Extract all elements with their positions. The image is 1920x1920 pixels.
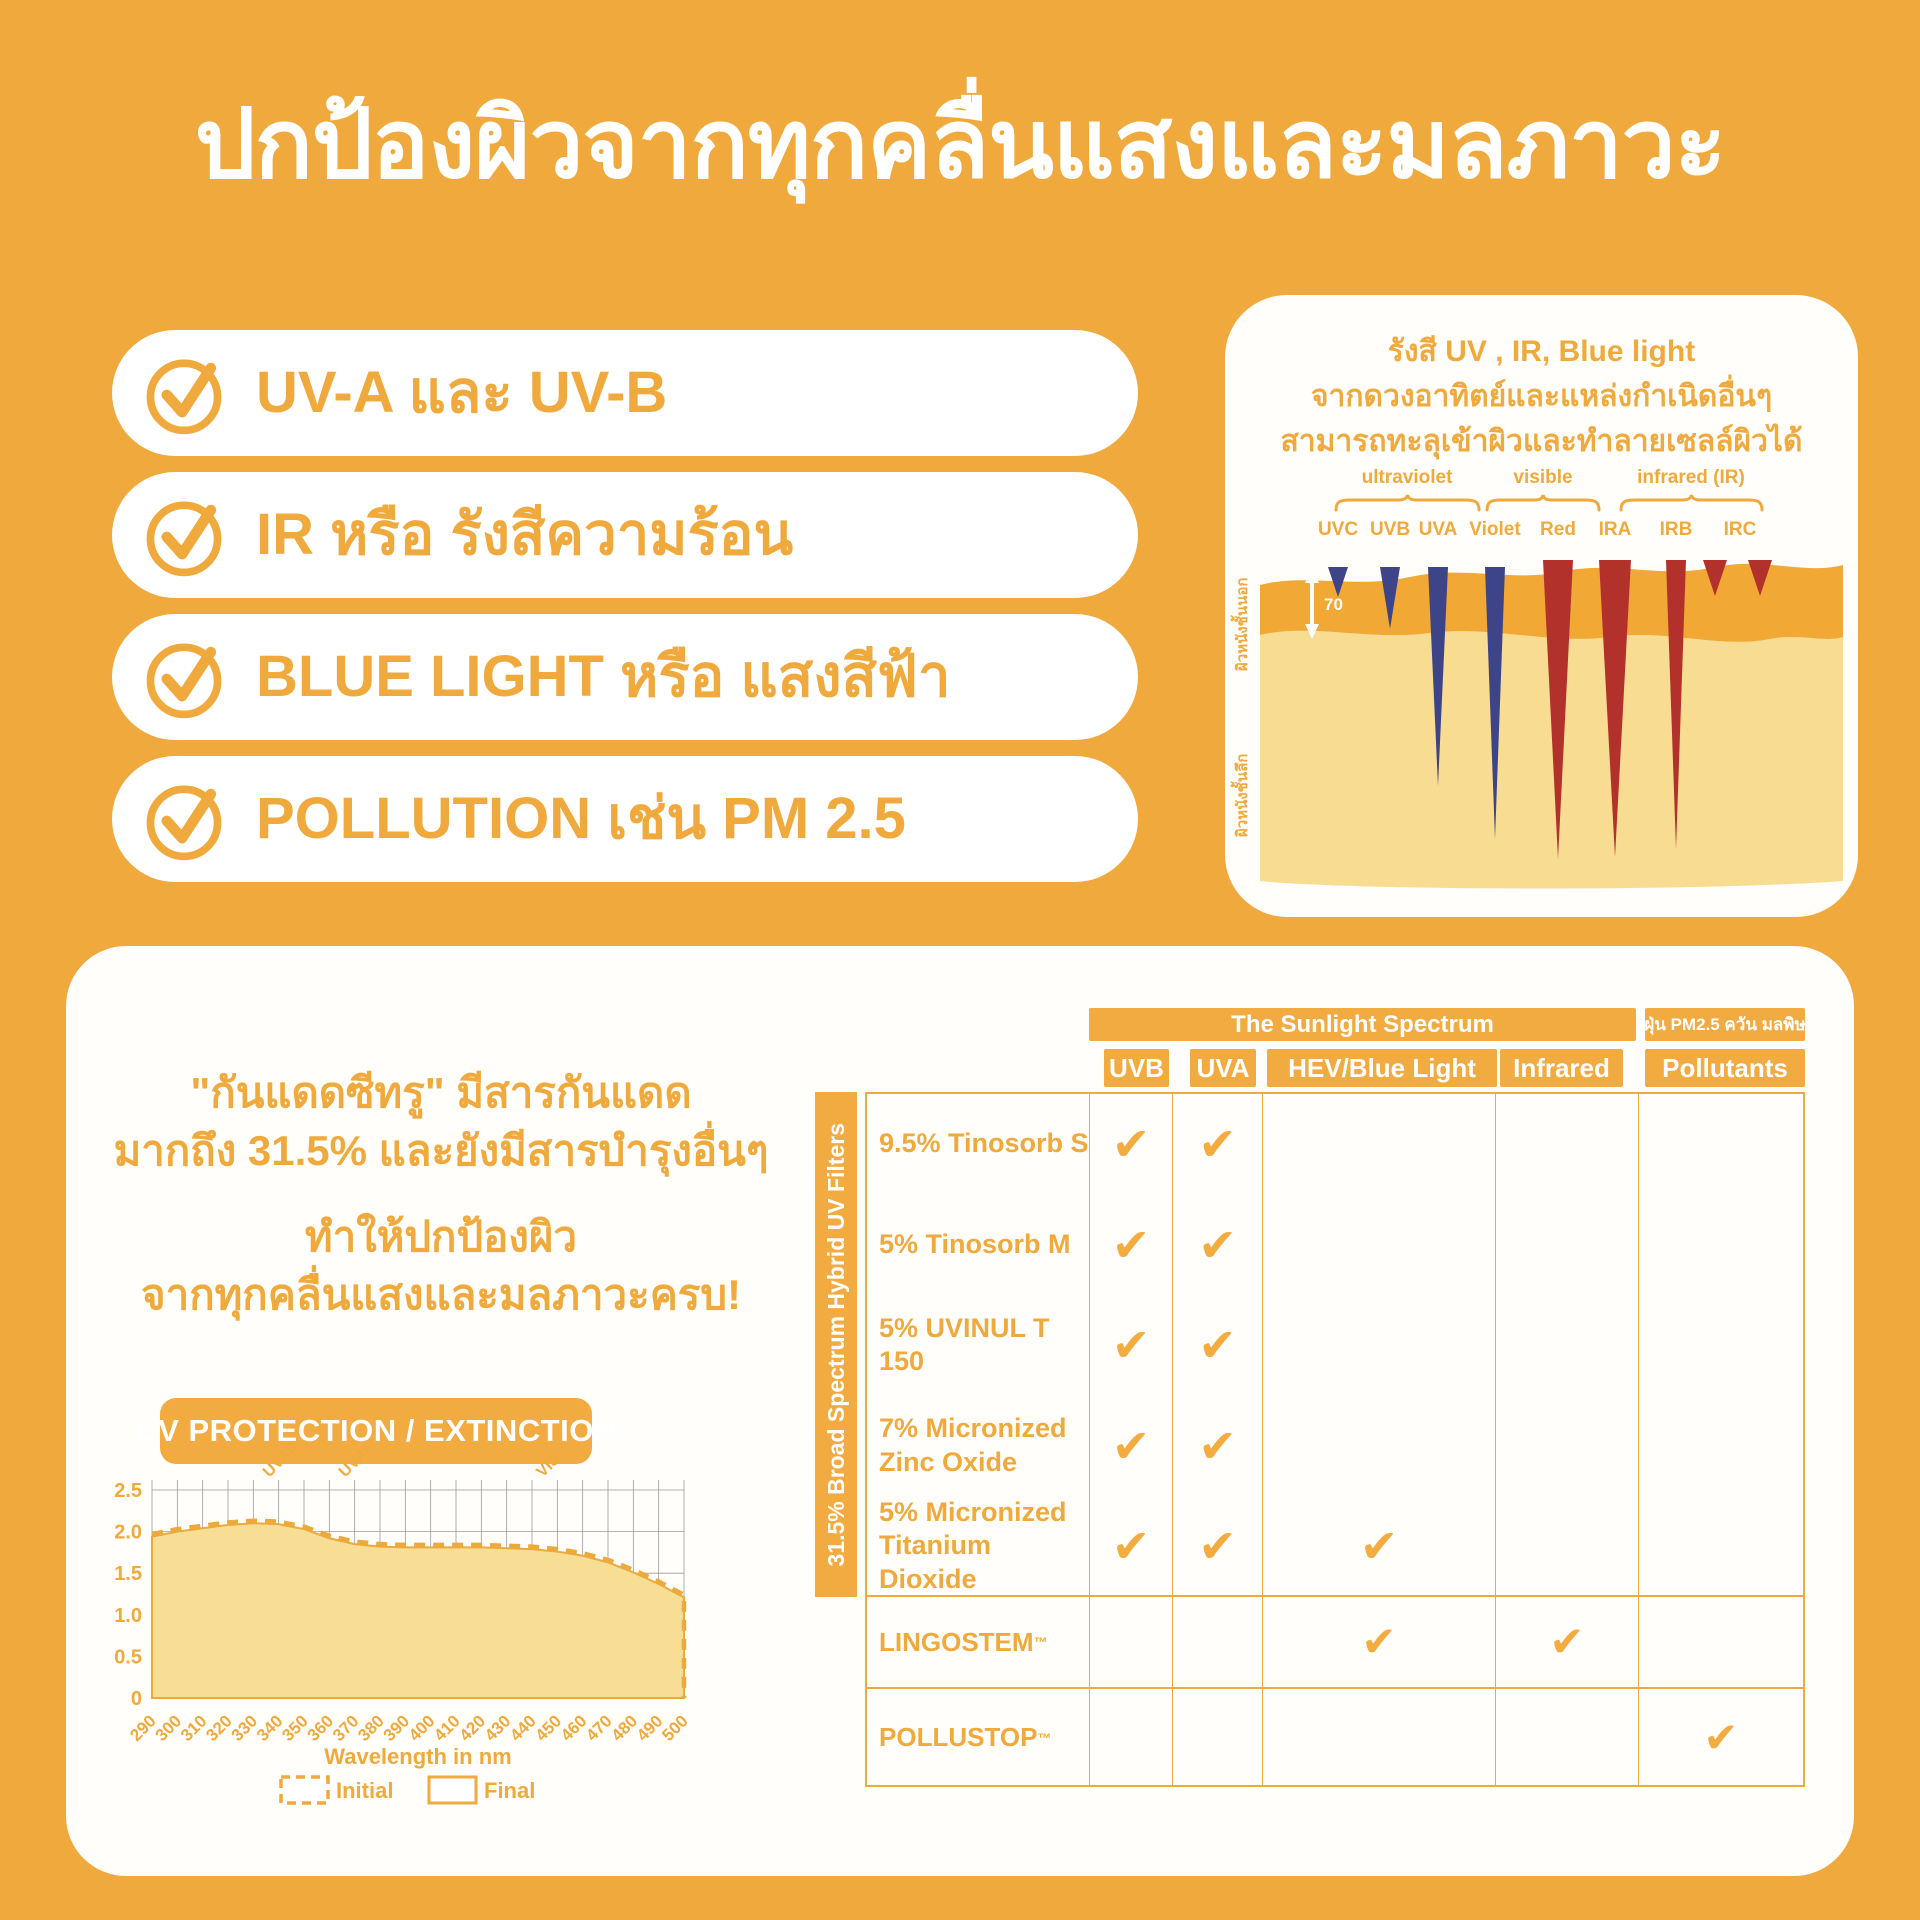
check-circle-icon bbox=[138, 773, 230, 865]
check-icon: ✔ bbox=[1111, 1218, 1151, 1271]
checklist-item-label: BLUE LIGHT หรือ แสงสีฟ้า bbox=[256, 643, 951, 709]
check-icon: ✔ bbox=[1111, 1118, 1151, 1171]
sunlight-penetration-card bbox=[1225, 295, 1858, 917]
legend-label-initial: Initial bbox=[336, 1778, 394, 1803]
check-icon: ✔ bbox=[1198, 1419, 1237, 1472]
column-filter-labels bbox=[867, 1094, 1090, 1597]
x-tick-label: 420 bbox=[455, 1711, 490, 1745]
spectrum-title-line: จากดวงอาทิตย์และแหล่งกำเนิดอื่นๆ bbox=[1310, 380, 1773, 413]
check-icon: ✔ bbox=[1198, 1118, 1237, 1171]
table-row-pollustop bbox=[867, 1689, 1803, 1786]
x-tick-label: 330 bbox=[227, 1711, 262, 1745]
band-label-uvc: UVC bbox=[1317, 519, 1359, 540]
legend-label-final: Final bbox=[484, 1778, 536, 1803]
intro-line: จากทุกคลื่นแสงและมลภาวะครบ! bbox=[141, 1270, 741, 1318]
check-circle-icon bbox=[138, 489, 230, 581]
band-label-ira: IRA bbox=[1598, 519, 1632, 540]
y-tick-label: 2.5 bbox=[114, 1480, 142, 1502]
skin-outer-layer-label: ผิวหนังชั้นนอก bbox=[1234, 577, 1251, 672]
x-tick-label: 430 bbox=[480, 1711, 515, 1745]
uv-extinction-chart bbox=[94, 1439, 734, 1811]
x-tick-label: 400 bbox=[404, 1711, 439, 1745]
row-label: 5% Tinosorb M bbox=[879, 1228, 1071, 1259]
x-tick-label: 380 bbox=[354, 1711, 388, 1745]
x-tick-label: 460 bbox=[556, 1711, 591, 1745]
row-label: POLLUSTOP ™ bbox=[867, 1689, 1090, 1786]
intro-text bbox=[86, 1064, 796, 1324]
row-label: 5% UVINUL T 150 bbox=[879, 1312, 1050, 1377]
protection-details-card bbox=[66, 946, 1854, 1876]
check-icon: ✔ bbox=[1359, 1520, 1399, 1573]
x-tick-label: 370 bbox=[328, 1711, 363, 1745]
checklist-item-pollution bbox=[112, 756, 1138, 882]
row-label: 7% Micronized Zinc Oxide bbox=[879, 1413, 1067, 1477]
check-circle-icon bbox=[138, 347, 230, 439]
y-tick-label: 2.0 bbox=[114, 1521, 142, 1544]
table-header-sunlight-spectrum: The Sunlight Spectrum bbox=[1089, 1008, 1636, 1041]
uv-filters-side-label: 31.5% Broad Spectrum Hybrid UV Filters bbox=[822, 1122, 849, 1567]
spectrum-title-line: รังสี UV , IR, Blue light bbox=[1387, 335, 1696, 368]
column-uvb bbox=[1090, 1094, 1173, 1597]
row-label: LINGOSTEM ™ bbox=[867, 1597, 1090, 1687]
skin-penetration-chart bbox=[1260, 551, 1843, 891]
depth-value: 70 bbox=[1324, 595, 1343, 614]
x-axis-title: Wavelength in nm bbox=[324, 1744, 512, 1769]
column-uva bbox=[1173, 1094, 1263, 1597]
brace-ultraviolet bbox=[1334, 494, 1481, 511]
checklist-item-label: IR หรือ รังสีความร้อน bbox=[256, 501, 794, 567]
check-icon: ✔ bbox=[1111, 1419, 1151, 1472]
check-icon: ✔ bbox=[1111, 1319, 1151, 1372]
band-label-red: Red bbox=[1540, 519, 1576, 540]
column-pollutants bbox=[1639, 1094, 1803, 1597]
row-label: 9.5% Tinosorb S bbox=[879, 1128, 1089, 1159]
skin-deep-layer-label: ผิวหนังชั้นลึก bbox=[1234, 753, 1251, 837]
check-icon: ✔ bbox=[1198, 1520, 1237, 1573]
spectrum-title-line: สามารถทะลุเข้าผิวและทำลายเซลล์ผิวได้ bbox=[1280, 425, 1803, 458]
check-icon: ✔ bbox=[1111, 1520, 1151, 1573]
region-label-uvaii: UVAII bbox=[259, 1439, 302, 1481]
y-tick-label: 1.0 bbox=[114, 1604, 142, 1627]
brace-infrared bbox=[1619, 494, 1764, 511]
area-final bbox=[152, 1523, 684, 1698]
x-tick-label: 480 bbox=[607, 1711, 642, 1745]
checklist-item-label: POLLUTION เช่น PM 2.5 bbox=[256, 785, 906, 851]
column-hev bbox=[1263, 1094, 1496, 1597]
checklist-item-label: UV-A และ UV-B bbox=[256, 359, 668, 425]
region-label-uvai: UVAI bbox=[335, 1442, 375, 1481]
depth-arrow-head bbox=[1305, 568, 1319, 583]
filter-table bbox=[822, 1008, 1806, 1787]
y-tick-label: 1.5 bbox=[114, 1563, 142, 1586]
x-tick-label: 470 bbox=[582, 1711, 616, 1745]
column-header-uvb: UVB bbox=[1104, 1049, 1169, 1087]
band-label-irc: IRC bbox=[1723, 519, 1757, 540]
intro-line: ทำให้ปกป้องผิว bbox=[304, 1212, 578, 1260]
checklist-item-ir bbox=[112, 472, 1138, 598]
x-tick-label: 320 bbox=[202, 1711, 236, 1745]
check-icon: ✔ bbox=[1198, 1319, 1237, 1372]
table-header-pollutants-thai: ฝุ่น PM2.5 ควัน มลพิษ bbox=[1645, 1008, 1805, 1041]
group-label-visible: visible bbox=[1513, 467, 1573, 488]
page-title: ปกป้องผิวจากทุกคลื่นแสงและมลภาวะ bbox=[194, 91, 1726, 198]
x-tick-label: 450 bbox=[531, 1711, 566, 1745]
check-icon: ✔ bbox=[1198, 1218, 1237, 1271]
band-label-uvb: UVB bbox=[1369, 519, 1411, 540]
intro-line: "กันแดดซีทรู" มีสารกันแดด bbox=[190, 1069, 692, 1116]
x-tick-label: 290 bbox=[126, 1711, 160, 1745]
x-tick-label: 340 bbox=[252, 1711, 287, 1745]
checklist-item-blue-light bbox=[112, 614, 1138, 740]
column-header-pollutants: Pollutants bbox=[1645, 1049, 1805, 1087]
x-tick-label: 360 bbox=[303, 1711, 338, 1745]
brace-visible bbox=[1485, 494, 1601, 511]
check-icon: ✔ bbox=[1361, 1618, 1397, 1665]
x-tick-label: 310 bbox=[176, 1711, 211, 1745]
table-row-lingostem bbox=[867, 1597, 1803, 1689]
check-icon: ✔ bbox=[1703, 1713, 1739, 1761]
x-tick-label: 390 bbox=[379, 1711, 414, 1745]
uv-filters-side-band bbox=[815, 1092, 857, 1597]
x-tick-label: 490 bbox=[632, 1711, 667, 1745]
table-body bbox=[865, 1092, 1805, 1787]
group-label-infrared: infrared (IR) bbox=[1637, 467, 1745, 488]
intro-line: มากถึง 31.5% และยังมีสารบำรุงอื่นๆ bbox=[113, 1126, 769, 1174]
column-infrared bbox=[1496, 1094, 1639, 1597]
x-tick-label: 500 bbox=[658, 1711, 692, 1745]
legend-swatch-initial bbox=[281, 1777, 328, 1803]
checklist-item-uva-uvb bbox=[112, 330, 1138, 456]
uv-protection-badge: UV PROTECTION / EXTINCTION bbox=[160, 1398, 592, 1464]
x-tick-label: 350 bbox=[278, 1711, 312, 1745]
x-tick-label: 440 bbox=[506, 1711, 540, 1745]
band-label-violet: Violet bbox=[1469, 519, 1521, 540]
band-label-uva: UVA bbox=[1418, 519, 1458, 540]
band-label-irb: IRB bbox=[1659, 519, 1693, 540]
x-tick-label: 410 bbox=[430, 1711, 464, 1745]
check-circle-icon bbox=[138, 631, 230, 723]
column-header-hev-blue-light: HEV/Blue Light bbox=[1267, 1049, 1497, 1087]
table-rowgroup-filters bbox=[867, 1094, 1803, 1597]
x-tick-label: 300 bbox=[151, 1711, 186, 1745]
region-label-vis: VIS bbox=[533, 1450, 564, 1481]
group-label-ultraviolet: ultraviolet bbox=[1361, 467, 1453, 488]
row-label: 5% Micronized Titanium Dioxide bbox=[879, 1496, 1067, 1595]
y-tick-label: 0 bbox=[130, 1688, 142, 1710]
spectrum-card-title bbox=[1225, 329, 1858, 464]
y-tick-label: 0.5 bbox=[114, 1646, 142, 1669]
column-header-uva: UVA bbox=[1190, 1049, 1256, 1087]
legend-swatch-final bbox=[429, 1777, 476, 1803]
column-header-infrared: Infrared bbox=[1500, 1049, 1623, 1087]
check-icon: ✔ bbox=[1549, 1618, 1585, 1665]
